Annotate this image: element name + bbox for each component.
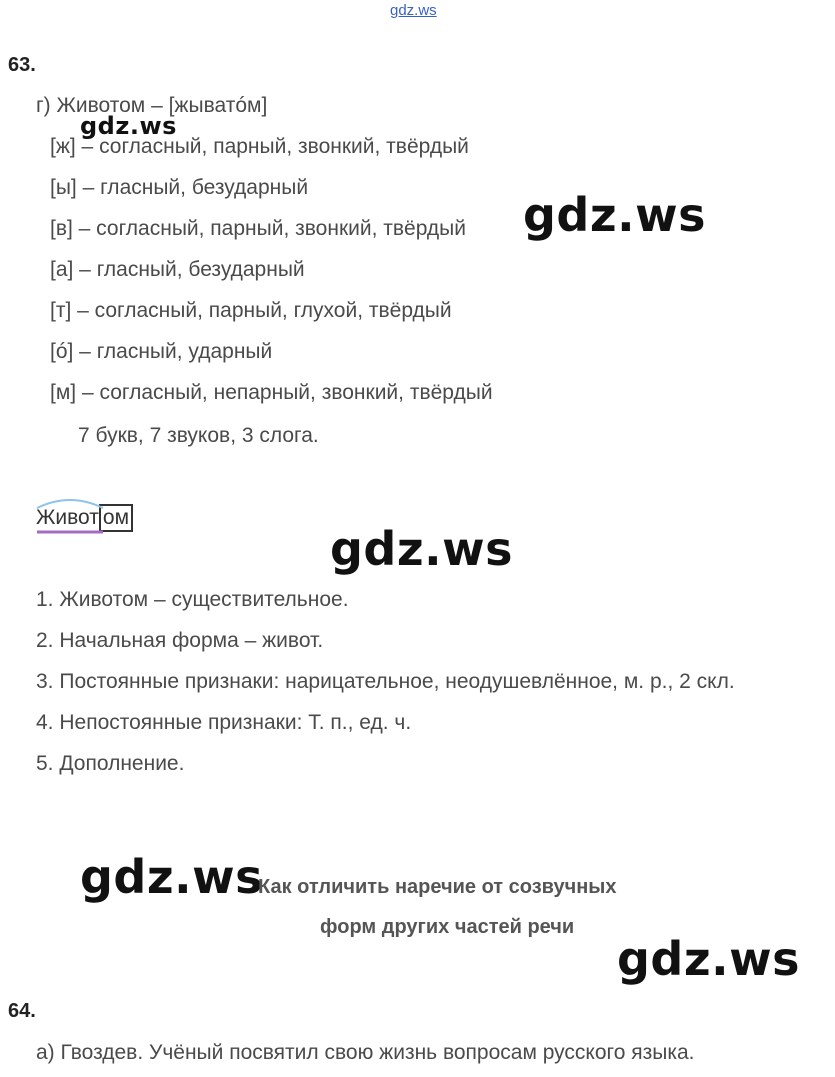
task-number-63: 63. <box>8 54 36 76</box>
watermark: gdz.ws <box>617 932 800 986</box>
letters-sounds-summary: 7 букв, 7 звуков, 3 слога. <box>78 424 319 447</box>
root-segment <box>36 506 99 530</box>
root-text: Живот <box>36 506 99 529</box>
sound-line-1: [ж] – согласный, парный, звонкий, твёрдый <box>50 135 469 158</box>
root-arc-icon <box>34 494 106 536</box>
word-transcription-line: г) Животом – [жыватóм] <box>36 94 268 117</box>
sound-line-2: [ы] – гласный, безударный <box>50 176 309 199</box>
section-heading-line-1: Как отличить наречие от созвучных <box>258 876 617 898</box>
analysis-item-5: 5. Дополнение. <box>36 752 185 775</box>
watermark: gdz.ws <box>523 188 706 242</box>
watermark: gdz.ws <box>330 522 513 576</box>
analysis-item-3: 3. Постоянные признаки: нарицательное, неодушевлённое, м. р., 2 скл. <box>36 670 735 693</box>
watermark: gdz.ws <box>80 850 263 904</box>
watermark-top-link[interactable]: gdz.ws <box>390 2 437 19</box>
sound-line-5: [т] – согласный, парный, глухой, твёрдый <box>50 299 452 322</box>
sound-line-4: [а] – гласный, безударный <box>50 258 305 281</box>
morphemic-parse <box>36 504 133 532</box>
sound-line-7: [м] – согласный, непарный, звонкий, твёрдый <box>50 381 493 404</box>
watermark: gdz.ws <box>80 112 177 140</box>
sound-line-6: [ó] – гласный, ударный <box>50 340 273 363</box>
sound-line-3: [в] – согласный, парный, звонкий, твёрдый <box>50 217 467 240</box>
analysis-item-1: 1. Животом – существительное. <box>36 588 349 611</box>
task-number-64: 64. <box>8 1000 36 1022</box>
ending-text: ом <box>102 506 130 529</box>
section-heading-line-2: форм других частей речи <box>320 916 575 938</box>
task64-line-a: а) Гвоздев. Учёный посвятил свою жизнь вопросам русского языка. <box>36 1041 695 1064</box>
analysis-item-4: 4. Непостоянные признаки: Т. п., ед. ч. <box>36 711 412 734</box>
analysis-item-2: 2. Начальная форма – живот. <box>36 629 324 652</box>
